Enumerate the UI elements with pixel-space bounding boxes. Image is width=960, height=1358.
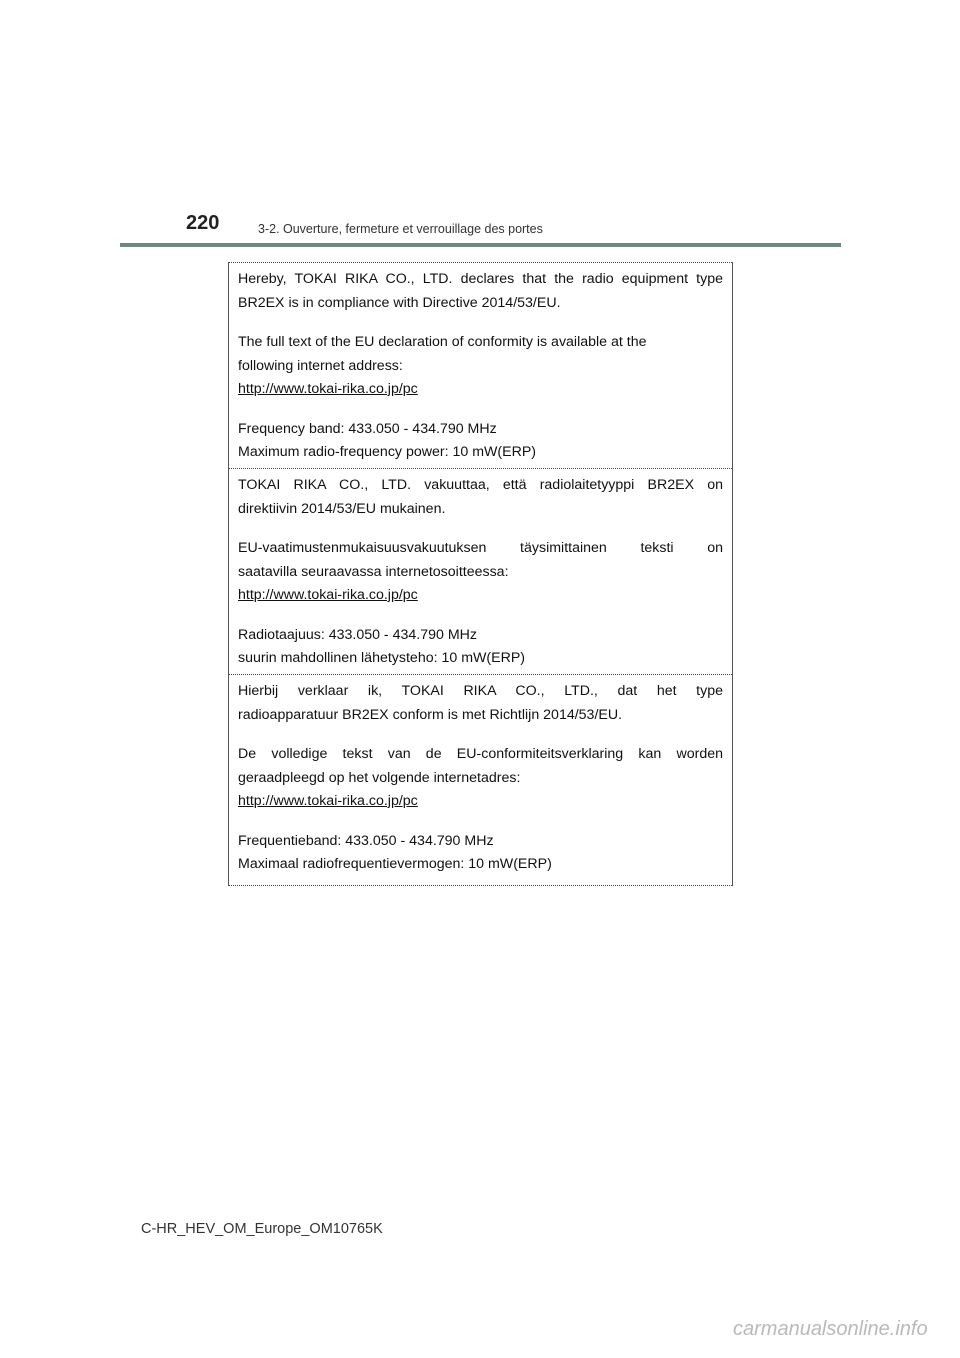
statement-line: TOKAI RIKA CO., LTD. vakuuttaa, että radiolaitetyyppi BR2EX on	[238, 477, 723, 493]
statement-line: BR2EX is in compliance with Directive 2014/53/EU.	[238, 294, 561, 311]
max-power: suurin mahdollinen lähetysteho: 10 mW(ERP)	[238, 650, 526, 666]
declaration-url-link[interactable]: http://www.tokai-rika.co.jp/pc	[238, 587, 418, 603]
availability-line: De volledige tekst van de EU-conformiteitsverklaring kan worden	[238, 746, 723, 762]
frequency-band: Radiotaajuus: 433.050 - 434.790 MHz	[238, 626, 477, 643]
statement-dutch	[238, 680, 723, 727]
specs-finnish	[238, 624, 723, 671]
max-power: Maximaal radiofrequentievermogen: 10 mW(ERP)	[238, 856, 552, 872]
statement-line: radioapparatuur BR2EX conform is met Richtlijn 2014/53/EU.	[238, 706, 623, 723]
section-divider	[229, 885, 732, 886]
availability-dutch	[238, 743, 723, 814]
statement-line: direktiivin 2014/53/EU mukainen.	[238, 500, 446, 517]
availability-line: The full text of the EU declaration of conformity is available at the	[238, 334, 647, 350]
statement-line: Hierbij verklaar ik, TOKAI RIKA CO., LTD., dat het type	[238, 683, 723, 699]
availability-finnish	[238, 537, 723, 608]
section-divider	[229, 674, 732, 675]
declaration-english	[229, 268, 732, 465]
declaration-url-link[interactable]: http://www.tokai-rika.co.jp/pc	[238, 793, 418, 809]
statement-english	[238, 268, 723, 315]
declaration-finnish	[229, 474, 732, 671]
statement-line: Hereby, TOKAI RIKA CO., LTD. declares that the radio equipment type	[238, 271, 723, 287]
availability-line: following internet address:	[238, 357, 403, 374]
specs-english	[238, 418, 723, 465]
max-power: Maximum radio-frequency power: 10 mW(ERP)	[238, 444, 537, 460]
statement-finnish	[238, 474, 723, 521]
declaration-box	[228, 262, 733, 886]
frequency-band: Frequentieband: 433.050 - 434.790 MHz	[238, 832, 494, 849]
header-rule	[120, 243, 841, 247]
watermark: carmanualsonline.info	[733, 1318, 928, 1340]
availability-line: geraadpleegd op het volgende internetadres:	[238, 769, 521, 786]
page-number: 220	[186, 212, 220, 234]
availability-line: saatavilla seuraavassa internetosoitteessa:	[238, 563, 509, 580]
document-id-footer: C-HR_HEV_OM_Europe_OM10765K	[141, 1221, 383, 1237]
declaration-url-link[interactable]: http://www.tokai-rika.co.jp/pc	[238, 381, 418, 397]
availability-english	[238, 331, 723, 402]
section-divider	[229, 468, 732, 469]
frequency-band: Frequency band: 433.050 - 434.790 MHz	[238, 420, 497, 437]
specs-dutch	[238, 830, 723, 877]
declaration-dutch	[229, 680, 732, 877]
availability-line: EU-vaatimustenmukaisuusvakuutuksen täysimittainen teksti on	[238, 540, 723, 556]
section-title: 3-2. Ouverture, fermeture et verrouillage des portes	[258, 222, 543, 236]
